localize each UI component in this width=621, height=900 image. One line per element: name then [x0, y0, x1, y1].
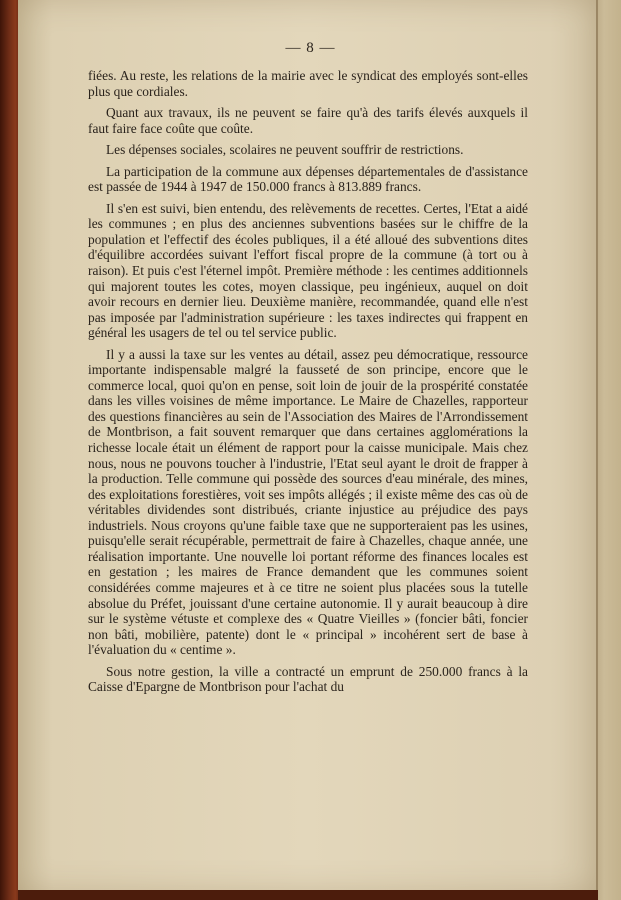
page-fold	[596, 0, 598, 900]
paragraph: Il s'en est suivi, bien entendu, des relèvements de recettes. Certes, l'Etat a aidé les communes ; en plus des anciennes subventions basées sur le chiffre de la population et l'effectif des écoles publiques, il a été alloué des subventions dites d'équilibre accordées suivant l'effort fiscal propre de la commune (à tort ou à raison). Et puis c'est l'éternel impôt. Première méthode : les centimes additionnels qui majorent toutes les cotes, moyen classique, peu ingénieux, auquel on doit avoir recours en dernier lieu. Deuxième manière, recommandée, quand elle n'est pas imposée par l'administration supérieure : les taxes indirectes qui frappent en général les usagers de tel ou tel service public.	[88, 200, 528, 341]
body-text	[88, 68, 528, 695]
bottom-edge	[18, 890, 598, 900]
paragraph: Il y a aussi la taxe sur les ventes au détail, assez peu démocratique, ressource importante indispensable malgré la fausseté de son principe, encore que le commerce local, quoi qu'on en pense, soit loin de jouir de la prospérité constatée dans les villes voisines de même importance. Le Maire de Chazelles, rapporteur des questions financières au sein de l'Association des Maires de l'Arrondissement de Montbrison, a fait souvent remarquer que dans certaines agglomérations la richesse locale était un élément de rapport pour la caisse municipale. Mais chez nous, nous ne pouvons toucher à l'industrie, l'Etat seul ayant le droit de frapper à la production. Telle commune qui possède des sources d'eau minérale, des mines, des exploitations forestières, voit ses impôts allégés ; il existe même des cas où de véritables dividendes sont distribués, criante injustice au préjudice des pays industriels. Nous croyons qu'une faible taxe que ne supporteraient pas les usines, puisqu'elle serait récupérable, permettrait de faire à Chazelles, chaque année, une réalisation importante. Une nouvelle loi portant réforme des finances locales est en gestation ; les maires de France demandent que les communes soient considérées comme majeures et à ce titre ne soient plus placées sous la tutelle absolue du Préfet, jouissant d'une certaine autonomie. Il y aurait beaucoup à dire sur le système vétuste et complexe des « Quatre Vieilles » (foncier bâti, foncier non bâti, mobilière, patente) dont le « principal » incohérent sert de base à l'évaluation du « centime ».	[88, 346, 528, 658]
paragraph: Sous notre gestion, la ville a contracté un emprunt de 250.000 francs à la Caisse d'Epargne de Montbrison pour l'achat du	[88, 663, 528, 695]
paragraph: La participation de la commune aux dépenses départementales de d'assistance est passée de 1944 à 1947 de 150.000 francs à 813.889 francs.	[88, 163, 528, 195]
paragraph: Quant aux travaux, ils ne peuvent se faire qu'à des tarifs élevés auxquels il faut faire face coûte que coûte.	[88, 105, 528, 136]
paragraph: Les dépenses sociales, scolaires ne peuvent souffrir de restrictions.	[106, 142, 464, 158]
page-number: — 8 —	[285, 40, 336, 56]
paragraph: fiées. Au reste, les relations de la mairie avec le syndicat des employés sont-elles plus que cordiales.	[88, 68, 528, 99]
